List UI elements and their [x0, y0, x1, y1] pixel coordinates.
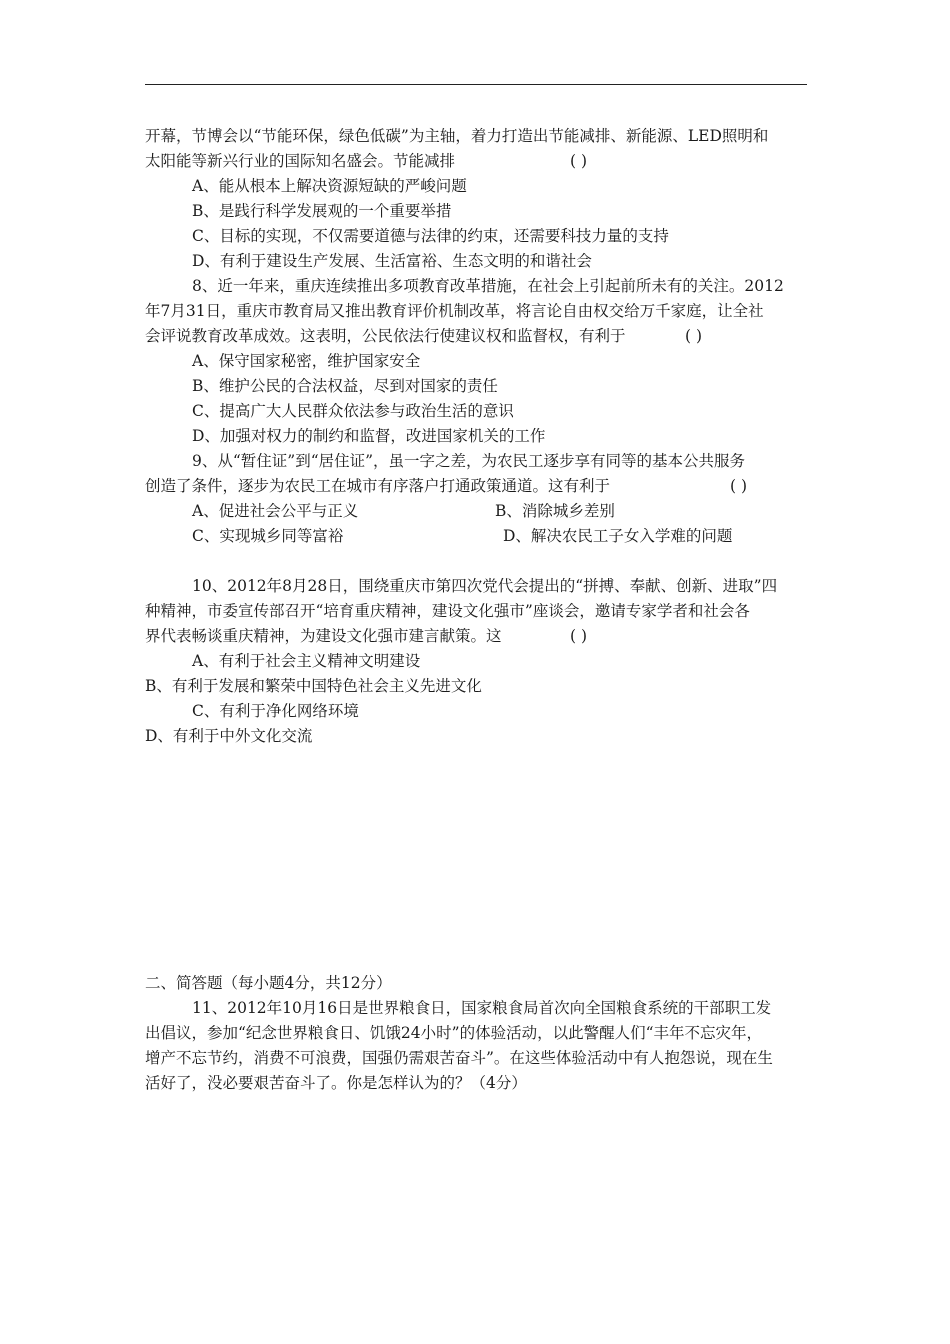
q9-option-d: D、解决农民工子女入学难的问题	[503, 527, 733, 545]
section-2	[145, 971, 807, 996]
q10-option-a: A、有利于社会主义精神文明建设	[192, 652, 421, 670]
q10-line-1: 10、2012年8月28日，围绕重庆市第四次党代会提出的“拼搏、奉献、创新、进取”四	[192, 577, 778, 595]
q7-line-1: 开幕，节博会以“节能环保，绿色低碳”为主轴，着力打造出节能减排、新能源、LED照明和	[145, 127, 769, 145]
q8-option-b: B、维护公民的合法权益，尽到对国家的责任	[192, 377, 498, 395]
q8-option-d: D、加强对权力的制约和监督，改进国家机关的工作	[192, 427, 546, 445]
q10-line-2: 种精神，市委宣传部召开“培育重庆精神，建设文化强市”座谈会，邀请专家学者和社会各	[145, 602, 750, 620]
q10-option-b: B、有利于发展和繁荣中国特色社会主义先进文化	[145, 677, 482, 695]
q9-options-row-1	[145, 499, 807, 524]
q9-option-b: B、消除城乡差别	[495, 502, 615, 520]
section-2-heading: 二、简答题（每小题4分，共12分）	[145, 974, 392, 992]
q10-line-3	[145, 624, 807, 649]
q8-line-3	[145, 324, 807, 349]
question-10	[145, 574, 807, 749]
q8-answer-paren: ( )	[685, 327, 703, 345]
q11-line-3: 增产不忘节约，消费不可浪费，国强仍需艰苦奋斗”。在这些体验活动中有人抱怨说，现在生	[145, 1049, 773, 1067]
q11-line-2: 出倡议，参加“纪念世界粮食日、饥饿24小时”的体验活动，以此警醒人们“丰年不忘灾年，	[145, 1024, 762, 1042]
header-rule	[145, 84, 807, 85]
q10-option-d: D、有利于中外文化交流	[145, 727, 313, 745]
q9-option-c: C、实现城乡同等富裕	[192, 527, 344, 545]
q10-line-3-text: 界代表畅谈重庆精神，为建设文化强市建言献策。这	[145, 627, 502, 645]
question-8	[145, 274, 807, 449]
q7-option-a: A、能从根本上解决资源短缺的严峻问题	[192, 177, 467, 195]
question-7	[145, 124, 807, 274]
q7-option-c: C、目标的实现，不仅需要道德与法律的约束，还需要科技力量的支持	[192, 227, 669, 245]
q7-option-d: D、有利于建设生产发展、生活富裕、生态文明的和谐社会	[192, 252, 592, 270]
question-11	[145, 996, 807, 1096]
q8-option-a: A、保守国家秘密，维护国家安全	[192, 352, 421, 370]
q11-line-1: 11、2012年10月16日是世界粮食日，国家粮食局首次向全国粮食系统的干部职工发	[192, 999, 772, 1017]
q8-line-2: 年7月31日，重庆市教育局又推出教育评价机制改革，将言论自由权交给万千家庭，让全社	[145, 302, 764, 320]
q11-line-4: 活好了，没必要艰苦奋斗了。你是怎样认为的？（4分）	[145, 1074, 527, 1092]
q9-option-a: A、促进社会公平与正义	[192, 502, 359, 520]
q8-line-1: 8、近一年来，重庆连续推出多项教育改革措施，在社会上引起前所未有的关注。2012	[192, 277, 784, 295]
q9-line-2-text: 创造了条件，逐步为农民工在城市有序落户打通政策通道。这有利于	[145, 477, 611, 495]
q9-line-2	[145, 474, 807, 499]
q7-line-2-text: 太阳能等新兴行业的国际知名盛会。节能减排	[145, 152, 456, 170]
q9-answer-paren: ( )	[730, 477, 748, 495]
q9-options-row-2	[145, 524, 807, 549]
q10-option-c: C、有利于净化网络环境	[192, 702, 359, 720]
question-9	[145, 449, 807, 549]
q8-line-3-text: 会评说教育改革成效。这表明，公民依法行使建议权和监督权，有利于	[145, 327, 626, 345]
q9-line-1: 9、从“暂住证”到“居住证”，虽一字之差，为农民工逐步享有同等的基本公共服务	[192, 452, 746, 470]
q10-answer-paren: ( )	[570, 627, 588, 645]
q7-line-2	[145, 149, 807, 174]
q7-answer-paren: ( )	[570, 152, 588, 170]
q7-option-b: B、是践行科学发展观的一个重要举措	[192, 202, 452, 220]
q8-option-c: C、提高广大人民群众依法参与政治生活的意识	[192, 402, 514, 420]
